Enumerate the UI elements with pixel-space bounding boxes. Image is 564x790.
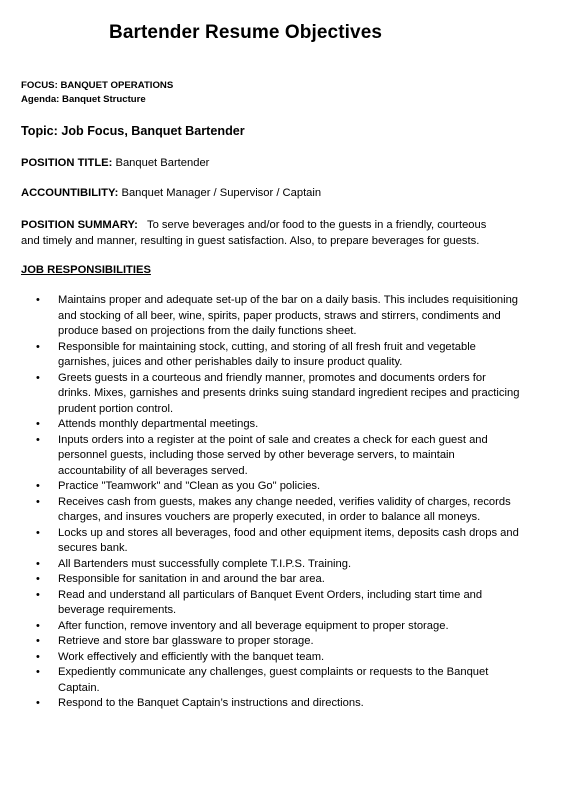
position-summary [21, 218, 501, 249]
responsibility-item [21, 665, 521, 696]
responsibility-item [21, 433, 521, 480]
accountability-value: Banquet Manager / Supervisor / Captain [121, 187, 322, 199]
bullet-icon: • [36, 526, 40, 539]
responsibility-item [21, 557, 521, 573]
position-title-label: POSITION TITLE: [21, 157, 113, 169]
responsibility-text: Receives cash from guests, makes any change needed, verifies validity of charges, records charges, and insures vouchers are properly executed, in order to balance all moneys. [58, 495, 511, 523]
responsibility-text: Respond to the Banquet Captain’s instructions and directions. [58, 697, 364, 709]
responsibility-item [21, 619, 521, 635]
bullet-icon: • [36, 635, 40, 647]
responsibility-item [21, 371, 521, 418]
responsibility-text: Expediently communicate any challenges, guest complaints or requests to the Banquet Captain. [58, 666, 489, 694]
responsibility-item [21, 526, 521, 557]
bullet-icon: • [36, 340, 40, 353]
bullet-icon: • [36, 697, 40, 709]
accountability-label: ACCOUNTIBILITY: [21, 187, 119, 199]
responsibility-text: After function, remove inventory and all beverage equipment to proper storage. [58, 619, 449, 632]
responsibility-item [21, 340, 521, 371]
responsibilities-heading: JOB RESPONSIBILITIES [21, 264, 151, 276]
responsibility-item [21, 634, 521, 650]
bullet-icon: • [36, 495, 40, 508]
responsibility-text: Read and understand all particulars of Banquet Event Orders, including start time and beverage requirements. [58, 588, 483, 616]
bullet-icon: • [36, 433, 40, 446]
bullet-icon: • [36, 418, 40, 430]
bullet-icon: • [36, 371, 40, 384]
position-summary-label: POSITION SUMMARY: [21, 219, 138, 231]
focus-block [21, 79, 173, 107]
responsibility-item [21, 650, 521, 666]
responsibility-text: Work effectively and efficiently with the banquet team. [58, 650, 325, 663]
bullet-icon: • [36, 480, 40, 492]
bullet-icon: • [36, 557, 40, 570]
bullet-icon: • [36, 650, 40, 663]
responsibility-item [21, 588, 521, 619]
responsibility-item [21, 572, 521, 588]
responsibility-text: Practice "Teamwork" and "Clean as you Go" policies. [58, 480, 321, 492]
responsibility-text: Responsible for maintaining stock, cutting, and storing of all fresh fruit and vegetable garnishes, juices and other perishables daily to insure product quality. [58, 340, 476, 368]
position-title-field [21, 157, 209, 169]
bullet-icon: • [36, 666, 40, 678]
focus-line: FOCUS: BANQUET OPERATIONS [21, 80, 174, 91]
page-title: Bartender Resume Objectives [109, 22, 383, 43]
bullet-icon: • [36, 619, 40, 632]
responsibility-item [21, 495, 521, 526]
responsibility-text: All Bartenders must successfully complete T.I.P.S. Training. [58, 557, 352, 570]
bullet-icon: • [36, 588, 40, 601]
responsibility-text: Inputs orders into a register at the point of sale and creates a check for each guest and personnel guests, including those served by other beverage servers, to maintain accountability of all beverages served. [58, 433, 488, 477]
responsibility-text: Greets guests in a courteous and friendly manner, promotes and documents orders for drinks. Mixes, garnishes and presents drinks suing standard ingredient recipes and practicing prudent portion control. [58, 371, 520, 415]
responsibility-text: Locks up and stores all beverages, food and other equipment items, deposits cash drops and secures bank. [58, 526, 519, 554]
bullet-icon: • [36, 294, 40, 306]
responsibility-item [21, 293, 521, 340]
position-summary-value: To serve beverages and/or food to the guests in a friendly, courteous and timely and manner, resulting in guest satisfaction. Also, to prepare beverages for guests. [21, 219, 487, 247]
topic-heading: Topic: Job Focus, Banquet Bartender [21, 124, 245, 138]
responsibility-item [21, 417, 521, 433]
responsibility-text: Attends monthly departmental meetings. [58, 418, 259, 430]
responsibility-item [21, 479, 521, 495]
accountability-field [21, 187, 321, 199]
bullet-icon: • [36, 573, 40, 585]
responsibility-text: Responsible for sanitation in and around the bar area. [58, 573, 325, 585]
responsibilities-list [21, 293, 521, 712]
responsibility-text: Maintains proper and adequate set-up of the bar on a daily basis. This includes requisitioning and stocking of all beer, wine, spirits, paper products, straws and stirrers, condiments and produce based on projections from the daily functions sheet. [58, 294, 519, 337]
responsibility-item [21, 696, 521, 712]
responsibility-text: Retrieve and store bar glassware to proper storage. [58, 635, 314, 647]
position-title-value: Banquet Bartender [115, 157, 210, 169]
agenda-line: Agenda: Banquet Structure [21, 94, 146, 105]
